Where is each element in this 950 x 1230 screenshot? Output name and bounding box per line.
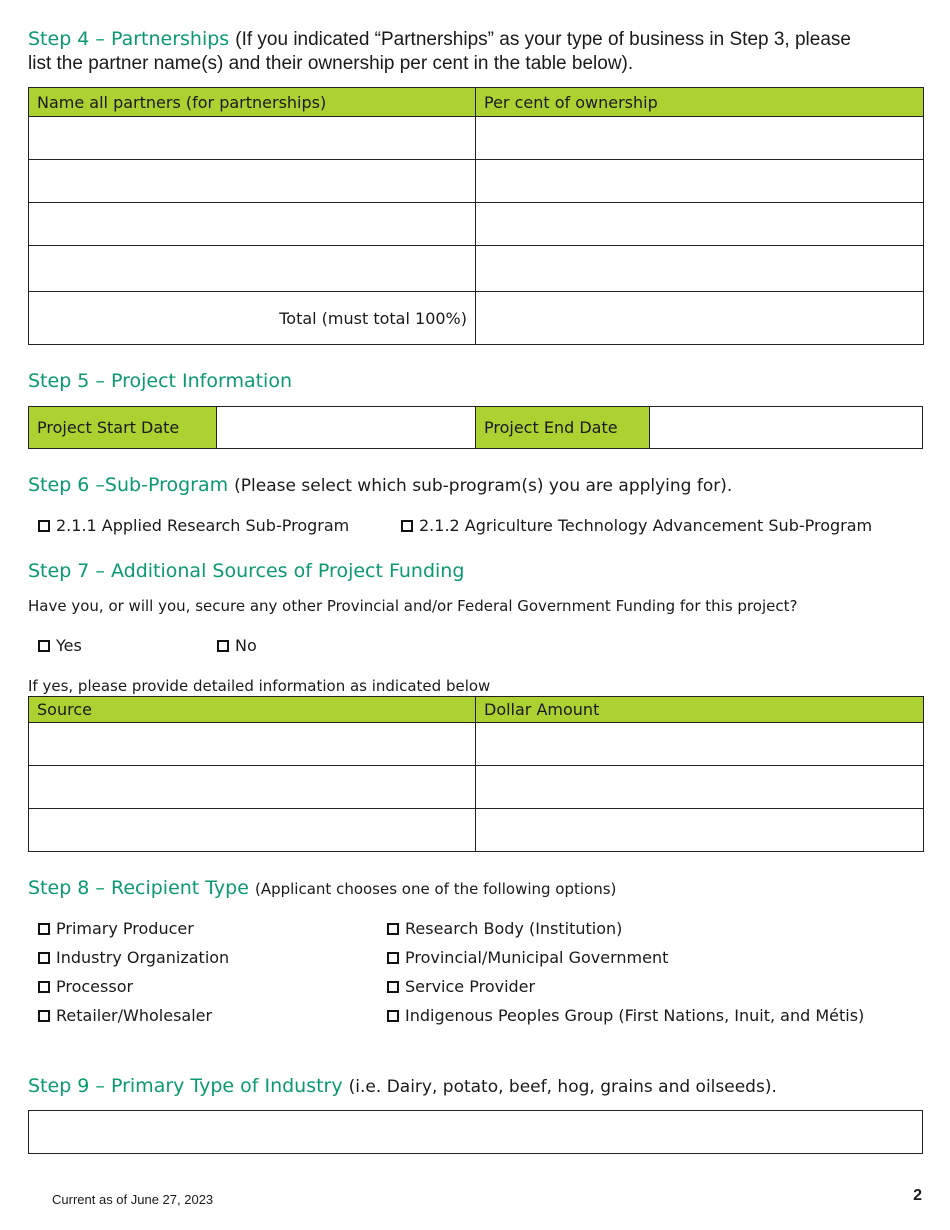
recipient-option-primary-producer[interactable]: Primary Producer <box>38 919 194 938</box>
partners-col-name: Name all partners (for partnerships) <box>29 88 476 117</box>
funding-amount-cell[interactable] <box>476 723 924 766</box>
step4-note-line2: list the partner name(s) and their ownership per cent in the table below). <box>28 53 634 74</box>
checkbox[interactable] <box>38 520 50 532</box>
funding-amount-cell[interactable] <box>476 766 924 809</box>
step6-note: (Please select which sub-program(s) you are applying for). <box>234 476 733 496</box>
checkbox[interactable] <box>38 640 50 652</box>
recipient-option-indigenous-group[interactable]: Indigenous Peoples Group (First Nations, Inuit, and Métis) <box>387 1006 864 1025</box>
partner-name-cell[interactable] <box>29 203 476 246</box>
funding-source-cell[interactable] <box>29 809 476 852</box>
project-start-label: Project Start Date <box>29 407 217 449</box>
checkbox[interactable] <box>38 1010 50 1022</box>
step7-title: Step 7 – Additional Sources of Project Funding <box>28 560 465 582</box>
partner-percent-cell[interactable] <box>476 117 924 160</box>
partner-percent-cell[interactable] <box>476 160 924 203</box>
funding-amount-cell[interactable] <box>476 809 924 852</box>
step4-title: Step 4 – Partnerships <box>28 28 230 50</box>
partner-name-cell[interactable] <box>29 160 476 203</box>
project-end-date-field[interactable] <box>650 407 923 449</box>
footer-date: Current as of June 27, 2023 <box>52 1192 214 1207</box>
partners-table <box>28 87 924 345</box>
project-start-date-field[interactable] <box>217 407 476 449</box>
page-number: 2 <box>913 1187 922 1204</box>
subprogram-option-applied-research[interactable]: 2.1.1 Applied Research Sub-Program <box>38 516 349 535</box>
step5-title: Step 5 – Project Information <box>28 370 292 392</box>
partner-percent-cell[interactable] <box>476 203 924 246</box>
checkbox[interactable] <box>387 923 399 935</box>
subprogram-option-ag-tech[interactable]: 2.1.2 Agriculture Technology Advancement Sub-Program <box>401 516 872 535</box>
funding-col-amount: Dollar Amount <box>476 697 924 723</box>
checkbox[interactable] <box>217 640 229 652</box>
partner-percent-cell[interactable] <box>476 246 924 292</box>
step6-heading <box>28 474 732 496</box>
step7-question: Have you, or will you, secure any other Provincial and/or Federal Government Funding for this project? <box>28 597 798 615</box>
step7-instruction: If yes, please provide detailed information as indicated below <box>28 677 491 695</box>
funding-sources-table <box>28 696 924 852</box>
recipient-option-industry-organization[interactable]: Industry Organization <box>38 948 229 967</box>
checkbox[interactable] <box>38 981 50 993</box>
partners-total-label: Total (must total 100%) <box>29 292 476 345</box>
industry-type-field[interactable] <box>28 1110 923 1154</box>
funding-col-source: Source <box>29 697 476 723</box>
checkbox[interactable] <box>401 520 413 532</box>
checkbox[interactable] <box>38 952 50 964</box>
step6-title: Step 6 –Sub-Program <box>28 474 229 496</box>
partner-name-cell[interactable] <box>29 246 476 292</box>
funding-no-option[interactable]: No <box>217 636 257 655</box>
project-dates-table <box>28 406 923 449</box>
checkbox[interactable] <box>387 981 399 993</box>
step4-note-line1: (If you indicated “Partnerships” as your type of business in Step 3, please <box>235 29 851 50</box>
step9-title: Step 9 – Primary Type of Industry <box>28 1075 343 1097</box>
step8-heading <box>28 877 616 899</box>
partners-col-percent: Per cent of ownership <box>476 88 924 117</box>
partner-name-cell[interactable] <box>29 117 476 160</box>
recipient-option-research-body[interactable]: Research Body (Institution) <box>387 919 622 938</box>
checkbox[interactable] <box>387 1010 399 1022</box>
recipient-option-government[interactable]: Provincial/Municipal Government <box>387 948 668 967</box>
recipient-option-processor[interactable]: Processor <box>38 977 133 996</box>
step4-heading <box>28 28 851 51</box>
checkbox[interactable] <box>38 923 50 935</box>
step8-note: (Applicant chooses one of the following options) <box>254 880 617 898</box>
step9-note: (i.e. Dairy, potato, beef, hog, grains and oilseeds). <box>348 1077 777 1097</box>
recipient-option-retailer-wholesaler[interactable]: Retailer/Wholesaler <box>38 1006 212 1025</box>
step8-title: Step 8 – Recipient Type <box>28 877 249 899</box>
checkbox[interactable] <box>387 952 399 964</box>
funding-source-cell[interactable] <box>29 723 476 766</box>
step9-heading <box>28 1075 777 1097</box>
funding-source-cell[interactable] <box>29 766 476 809</box>
project-end-label: Project End Date <box>476 407 650 449</box>
partners-total-cell[interactable] <box>476 292 924 345</box>
funding-yes-option[interactable]: Yes <box>38 636 82 655</box>
recipient-option-service-provider[interactable]: Service Provider <box>387 977 535 996</box>
